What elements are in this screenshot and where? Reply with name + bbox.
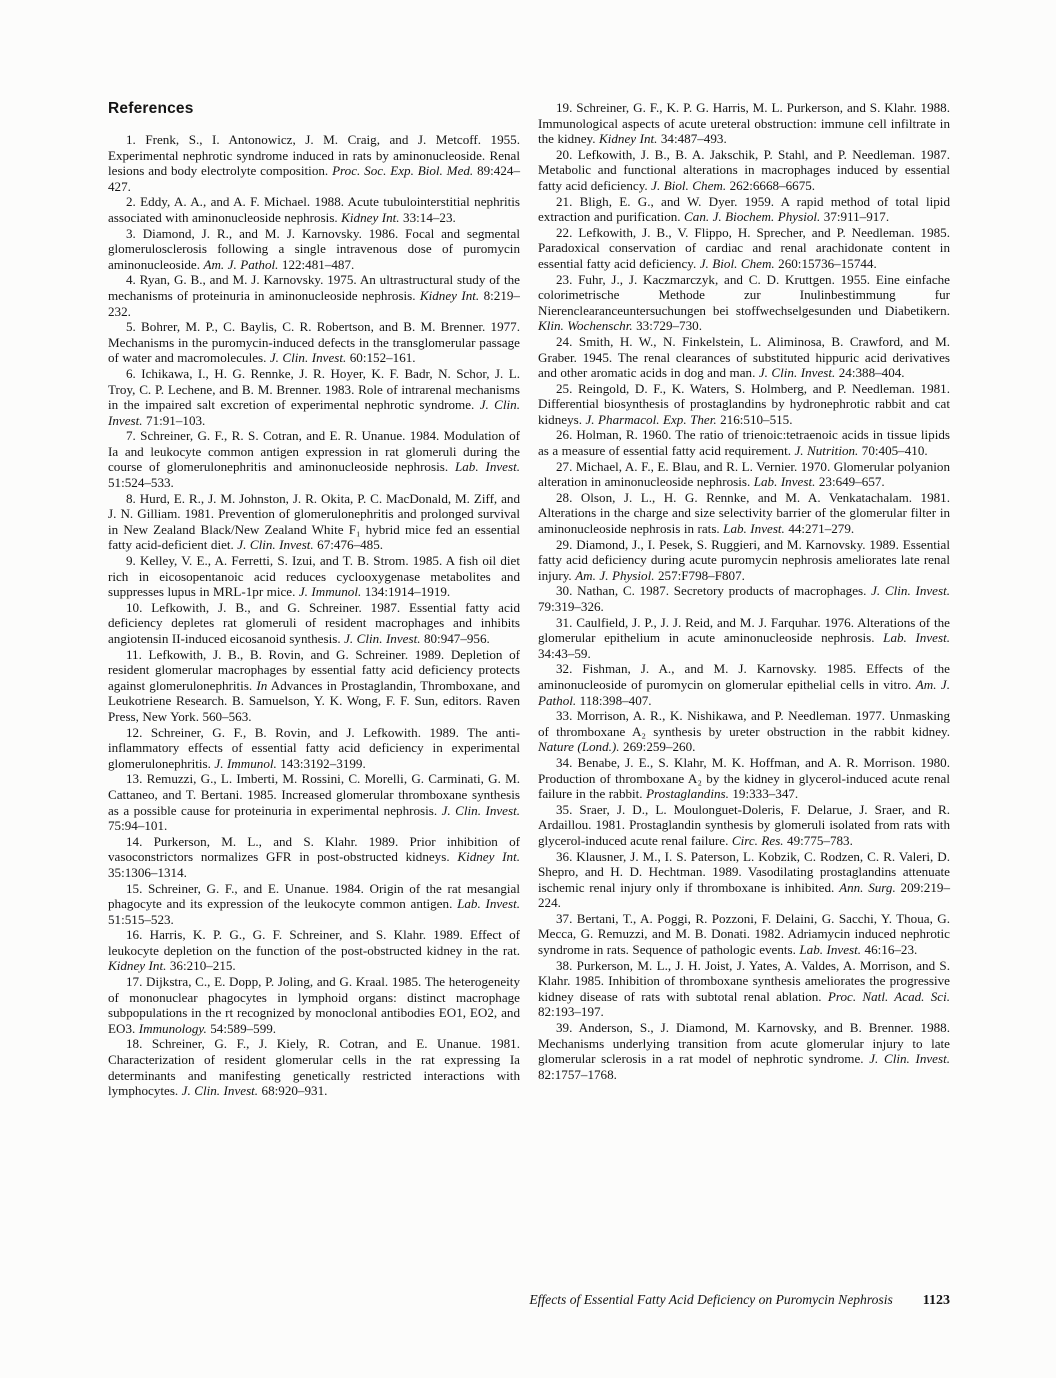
reference-item — [538, 802, 950, 849]
reference-text: 122:481–487. — [278, 256, 355, 272]
reference-text: 20. Lefkowith, J. B., B. A. Jakschik, P. Stahl, and P. Needleman. 1987. Metabolic and functional alterations in macrophages induced by essential fatty acid deficiency. — [538, 146, 950, 193]
reference-item — [538, 100, 950, 147]
reference-text: 19:333–347. — [728, 786, 799, 802]
reference-journal: J. Immunol. — [214, 755, 277, 771]
reference-journal: J. Clin. Invest. — [441, 802, 520, 818]
reference-text: 68:920–931. — [258, 1083, 328, 1099]
reference-text: 8:219–232. — [108, 287, 520, 319]
reference-journal: Proc. Soc. Exp. Biol. Med. — [332, 163, 474, 179]
reference-text: 15. Schreiner, G. F., and E. Unanue. 1984. Origin of the rat mesangial phagocyte and its expression of the leukocyte common antigen. — [108, 880, 520, 912]
reference-item — [538, 849, 950, 911]
reference-item — [108, 600, 520, 647]
reference-item — [108, 1036, 520, 1098]
reference-text: 5. Bohrer, M. P., C. Baylis, C. R. Robertson, and B. M. Brenner. 1977. Mechanisms in the puromycin-induced defects in the transglomerular passage of water and macromolecules. — [108, 319, 520, 366]
reference-text: 35. Sraer, J. D., L. Moulonguet-Doleris, F. Delarue, J. Sraer, and R. Ardaillou. 1981. Prostaglandin synthesis by glomeruli isolated from rats with glycerol-induced acute renal failure. — [538, 801, 950, 848]
reference-text: 34:43–59. — [538, 645, 591, 661]
reference-item — [108, 927, 520, 974]
reference-text: 3. Diamond, J. R., and M. J. Karnovsky. 1986. Focal and segmental glomerulosclerosis following a single intravenous dose of puromycin aminonucleoside. — [108, 225, 520, 272]
reference-text: 54:589–599. — [206, 1020, 277, 1036]
left-column — [108, 100, 520, 1099]
reference-text: 35:1306–1314. — [108, 864, 187, 880]
reference-text: 67:476–485. — [313, 537, 384, 553]
reference-journal: Klin. Wochenschr. — [538, 318, 633, 334]
reference-text: 23. Fuhr, J., J. Kaczmarczyk, and C. D. Kruttgen. 1955. Eine einfache colorimetrische Methode zur Inulinbestimmung fur Nierenclearanceuntersuchungen bei stoffwechselgesunden und Diabetikern. — [538, 271, 950, 318]
reference-text: 16. Harris, K. P. G., G. F. Schreiner, and S. Klahr. 1989. Effect of leukocyte depletion on the function of the post-obstructed kidney in the rat. — [108, 927, 520, 958]
reference-text: 19. Schreiner, G. F., K. P. G. Harris, M. L. Purkerson, and S. Klahr. 1988. Immunological aspects of acute ureteral obstruction: immune cell infiltrate in the kidney. — [538, 100, 950, 147]
page-footer — [108, 1292, 950, 1309]
reference-text: 49:775–783. — [783, 832, 853, 848]
reference-item — [538, 459, 950, 490]
reference-item — [538, 272, 950, 334]
reference-journal: J. Clin. Invest. — [871, 583, 950, 599]
reference-journal: J. Biol. Chem. — [651, 177, 727, 193]
reference-journal: Nature (Lond.). — [538, 739, 620, 755]
reference-item — [538, 708, 950, 755]
reference-text: 34:487–493. — [657, 131, 727, 147]
reference-journal: J. Biol. Chem. — [699, 255, 775, 271]
reference-text: 7. Schreiner, G. F., R. S. Cotran, and E. R. Unanue. 1984. Modulation of Ia and leukocyte common antigen expression in rat glomeruli during the course of glomerulonephritis and aminonucleoside nephrosis. — [108, 428, 520, 475]
reference-journal: J. Clin. Invest. — [269, 350, 347, 366]
reference-item — [538, 583, 950, 614]
references-list-right — [538, 100, 950, 1082]
reference-text: 6. Ichikawa, I., H. G. Rennke, J. R. Hoyer, K. F. Badr, N. Schor, J. L. Troy, C. P. Lechene, and B. M. Brenner. 1983. Role of intrarenal mechanisms in the impaired salt excretion of experimental nephrotic syndrome. — [108, 365, 520, 413]
reference-item — [108, 647, 520, 725]
reference-item — [108, 132, 520, 194]
reference-text: 30. Nathan, C. 1987. Secretory products of macrophages. — [556, 583, 872, 599]
reference-text: 82:193–197. — [538, 1004, 604, 1020]
reference-text: 38. Purkerson, M. L., J. H. Joist, J. Yates, A. Valdes, A. Morrison, and S. Klahr. 1985. Inhibition of thromboxane synthesis ameliorates the progressive kidney disease of rats with subtotal renal ablation. — [538, 957, 950, 1004]
reference-journal: J. Clin. Invest. — [869, 1051, 950, 1067]
reference-journal: J. Clin. Invest. — [344, 631, 421, 646]
reference-text: 37:911–917. — [820, 209, 890, 225]
reference-text: 36. Klausner, J. M., I. S. Paterson, L. Kobzik, C. Rodzen, C. R. Valeri, D. Shepro, and H. D. Hechtman. 1989. Vasodilating prostaglandins attenuate ischemic renal injury only if thromboxane is inhibited. — [538, 848, 950, 895]
reference-item — [538, 1020, 950, 1082]
reference-text: 14. Purkerson, M. L., and S. Klahr. 1989. Prior inhibition of vasoconstrictors normalizes GFR in post-obstructed kidneys. — [108, 833, 520, 865]
reference-text: 51:524–533. — [108, 475, 174, 491]
reference-journal: J. Pharmacol. Exp. Ther. — [585, 411, 717, 427]
reference-text: Advances in Prostaglandin, Thromboxane, and Leukotriene Research. B. Samuelson, Y. K. Wong, F. F. Sun, editors. Raven Press, New York. 560–563. — [108, 677, 520, 724]
reference-journal: Lab. Invest. — [723, 521, 785, 537]
references-heading: References — [108, 100, 194, 117]
reference-text: 82:1757–1768. — [538, 1066, 617, 1082]
reference-text: 10. Lefkowith, J. B., and G. Schreiner. 1987. Essential fatty acid deficiency depletes rat glomeruli of resident macrophages and inhibits angiotensin II-induced eicosanoid synthesis. — [108, 599, 520, 646]
reference-text: 12. Schreiner, G. F., B. Rovin, and J. Lefkowith. 1989. The anti-inflammatory effects of essential fatty acid deficiency in experimental glomerulonephritis. — [108, 724, 520, 771]
reference-text: 17. Dijkstra, C., E. Dopp, P. Joling, and G. Kraal. 1985. The heterogeneity of mononuclear phagocytes in lymphoid organs: distinct macrophage subpopulations in the rt recognized by monoclonal antibodies EO1, EO2, and EO3. — [108, 974, 520, 1036]
reference-journal: Lab. Invest. — [799, 942, 862, 958]
reference-journal: Kidney Int. — [599, 131, 658, 147]
reference-journal: J. Nutrition. — [794, 443, 859, 459]
reference-text: 21. Bligh, E. G., and W. Dyer. 1959. A rapid method of total lipid extraction and purification. — [538, 193, 950, 225]
right-column — [538, 100, 950, 1099]
reference-text: 134:1914–1919. — [361, 584, 451, 600]
reference-journal: J. Immunol. — [298, 584, 362, 600]
reference-text: 23:649–657. — [815, 474, 885, 490]
reference-item — [108, 834, 520, 881]
reference-item — [108, 881, 520, 928]
reference-item — [538, 194, 950, 225]
reference-item — [108, 725, 520, 772]
reference-text: 25. Reingold, D. F., K. Waters, S. Holmberg, and P. Needleman. 1981. Differential biosynthesis of prostaglandins by hydronephrotic rabbit and cat kidneys. — [538, 380, 950, 427]
reference-text: 33. Morrison, A. R., K. Nishikawa, and P. Needleman. 1977. Unmasking of thromboxane A₂ synthesis by ureter obstruction in the rabbit kidney. — [538, 708, 950, 739]
reference-text: 118:398–407. — [576, 692, 652, 708]
reference-item — [108, 771, 520, 833]
reference-text: 269:259–260. — [619, 739, 696, 755]
reference-text: 13. Remuzzi, G., L. Imberti, M. Rossini, C. Morelli, G. Carminati, G. M. Cattaneo, and T. Bertani. 1985. Increased glomerular thromboxane synthesis as a possible cause for proteinuria in experimental nephrosis. — [108, 771, 520, 818]
reference-text: 89:424–427. — [108, 163, 520, 194]
reference-journal: Am. J. Physiol. — [575, 567, 655, 583]
reference-text: 11. Lefkowith, J. B., B. Rovin, and G. Schreiner. 1989. Depletion of resident glomerular macrophages by essential fatty acid deficiency protects against glomerulonephritis. — [108, 646, 520, 693]
reference-text: 2. Eddy, A. A., and A. F. Michael. 1988. Acute tubulointerstitial nephritis associated with aminonucleoside nephrosis. — [108, 194, 520, 225]
reference-journal: Immunology. — [138, 1020, 207, 1036]
reference-item — [108, 194, 520, 225]
reference-item — [538, 334, 950, 381]
reference-text: 29. Diamond, J., I. Pesek, S. Ruggieri, and M. Karnovsky. 1989. Essential fatty acid deficiency during acute puromycin nephrosis ameliorates late renal injury. — [538, 536, 950, 583]
references-list-left — [108, 132, 520, 1099]
reference-text: 257:F798–F807. — [654, 567, 745, 583]
reference-journal: Circ. Res. — [731, 832, 784, 848]
reference-item — [538, 958, 950, 1020]
reference-text: 22. Lefkowith, J. B., V. Flippo, H. Sprecher, and P. Needleman. 1985. Paradoxical conservation of cardiac and renal arachidonate content in essential fatty acid deficiency. — [538, 224, 950, 271]
reference-item — [538, 615, 950, 662]
reference-item — [538, 225, 950, 272]
reference-text: 79:319–326. — [538, 599, 604, 614]
reference-journal: J. Clin. Invest. — [237, 537, 314, 553]
reference-item — [538, 661, 950, 708]
reference-journal: Prostaglandins. — [646, 786, 729, 802]
reference-text: 260:15736–15744. — [774, 255, 877, 271]
page-number: 1123 — [922, 1293, 950, 1308]
reference-journal: Lab. Invest. — [457, 896, 520, 912]
reference-journal: Am. J. Pathol. — [203, 256, 279, 272]
reference-journal: Am. J. Pathol. — [538, 676, 950, 708]
reference-text: 9. Kelley, V. E., A. Ferretti, S. Izui, and T. B. Strom. 1985. A fish oil diet rich in eicosopentanoic acid reduces cyclooxygenase metabolites and suppresses lupus in MRL-1pr mice. — [108, 553, 520, 600]
running-title: Effects of Essential Fatty Acid Deficiency on Puromycin Nephrosis — [529, 1292, 893, 1307]
reference-journal: Kidney Int. — [419, 287, 480, 303]
reference-journal: Kidney Int. — [108, 958, 167, 974]
reference-item — [108, 553, 520, 600]
reference-text: 36:210–215. — [166, 958, 236, 974]
reference-text: 143:3192–3199. — [276, 755, 366, 771]
reference-text: 18. Schreiner, G. F., J. Kiely, R. Cotran, and E. Unanue. 1981. Characterization of resident glomerular cells in the rat expressing Ia determinants and manifesting genetically restricted interactions with lymphocytes. — [108, 1036, 520, 1099]
reference-journal: J. Clin. Invest. — [108, 397, 520, 428]
reference-text: 44:271–279. — [784, 521, 855, 537]
reference-journal: Can. J. Biochem. Physiol. — [684, 209, 821, 225]
reference-journal: J. Clin. Invest. — [181, 1083, 259, 1099]
reference-item — [538, 427, 950, 458]
reference-text: 34. Benabe, J. E., S. Klahr, M. K. Hoffman, and A. R. Morrison. 1980. Production of thromboxane A₂ by the kidney in glycerol-induced acute renal failure in the rabbit. — [538, 754, 950, 802]
reference-journal: Lab. Invest. — [753, 474, 816, 490]
reference-item — [538, 911, 950, 958]
reference-item — [538, 537, 950, 584]
reference-item — [108, 366, 520, 428]
reference-text: 70:405–410. — [858, 443, 928, 459]
reference-text: 24:388–404. — [835, 365, 905, 381]
reference-text: 8. Hurd, E. R., J. M. Johnston, J. R. Okita, P. C. MacDonald, M. Ziff, and J. N. Gilliam. 1981. Prevention of glomerulonephritis and prolonged survival in New Zealand Black/New Zealand White F₁ hybrid mice fed an essential fatty acid-deficient diet. — [108, 490, 520, 553]
reference-item — [108, 226, 520, 273]
reference-item — [108, 319, 520, 366]
reference-journal: Ann. Surg. — [839, 879, 896, 895]
reference-journal: J. Clin. Invest. — [758, 365, 836, 381]
reference-text: 209:219–224. — [538, 879, 950, 911]
reference-text: 39. Anderson, S., J. Diamond, M. Karnovsky, and B. Brenner. 1988. Mechanisms underlying transition from acute glomerular injury to late glomerular sclerosis in a rat model of nephrotic syndrome. — [538, 1020, 950, 1067]
reference-item — [108, 974, 520, 1036]
reference-text: 4. Ryan, G. B., and M. J. Karnovsky. 1975. An ultrastructural study of the mechanisms of proteinuria in aminonucleoside nephrosis. — [108, 272, 520, 303]
reference-text: 75:94–101. — [108, 818, 168, 834]
reference-journal: In — [256, 677, 268, 693]
reference-text: 262:6668–6675. — [726, 177, 816, 193]
reference-text: 46:16–23. — [861, 942, 918, 958]
reference-item — [538, 490, 950, 537]
reference-journal: Proc. Natl. Acad. Sci. — [827, 988, 950, 1004]
reference-item — [538, 755, 950, 802]
reference-text: 1. Frenk, S., I. Antonowicz, J. M. Craig, and J. Metcoff. 1955. Experimental nephrotic syndrome induced in rats by aminonucleoside. Renal lesions and body electrolyte composition. — [108, 132, 520, 179]
reference-text: 37. Bertani, T., A. Poggi, R. Pozzoni, F. Delaini, G. Sacchi, Y. Thoua, G. Mecca, G. Remuzzi, and M. B. Donati. 1982. Adriamycin induced nephrotic syndrome in rats. Sequence of pathologic events. — [538, 910, 950, 958]
reference-item — [538, 147, 950, 194]
reference-text: 28. Olson, J. L., H. G. Rennke, and M. A. Venkatachalam. 1981. Alterations in the charge and size selectivity barrier of the glomerular filter in aminonucleoside nephrosis in rats. — [538, 489, 950, 537]
reference-text: 33:729–730. — [632, 318, 702, 334]
reference-text: 24. Smith, H. W., N. Finkelstein, L. Aliminosa, B. Crawford, and M. Graber. 1945. The renal clearances of substituted hippuric acid derivatives and other aromatic acids in dog and man. — [538, 333, 950, 381]
reference-text: 31. Caulfield, J. P., J. J. Reid, and M. J. Farquhar. 1976. Alterations of the glomerular epithelium in acute aminonucleoside nephrosis. — [538, 614, 950, 646]
reference-journal: Kidney Int. — [457, 849, 520, 865]
reference-text: 80:947–956. — [420, 631, 490, 646]
reference-item — [538, 381, 950, 428]
reference-journal: Lab. Invest. — [454, 459, 520, 475]
reference-text: 32. Fishman, J. A., and M. J. Karnovsky. 1985. Effects of the aminonucleoside of puromycin on glomerular epithelial cells in vitro. — [538, 661, 950, 692]
reference-item — [108, 491, 520, 553]
reference-journal: Lab. Invest. — [883, 630, 950, 646]
references-section — [108, 100, 950, 1099]
reference-text: 27. Michael, A. F., E. Blau, and R. L. Vernier. 1970. Glomerular polyanion alteration in aminonucleoside nephrosis. — [538, 458, 950, 490]
reference-text: 26. Holman, R. 1960. The ratio of trienoic:tetraenoic acids in tissue lipids as a measure of essential fatty acid requirement. — [538, 427, 950, 459]
reference-journal: Kidney Int. — [341, 209, 400, 225]
reference-item — [108, 428, 520, 490]
reference-text: 60:152–161. — [346, 350, 416, 366]
reference-item — [108, 272, 520, 319]
reference-text: 51:515–523. — [108, 911, 174, 927]
reference-text: 216:510–515. — [716, 411, 793, 427]
reference-text: 71:91–103. — [142, 412, 206, 428]
reference-text: 33:14–23. — [399, 209, 456, 225]
